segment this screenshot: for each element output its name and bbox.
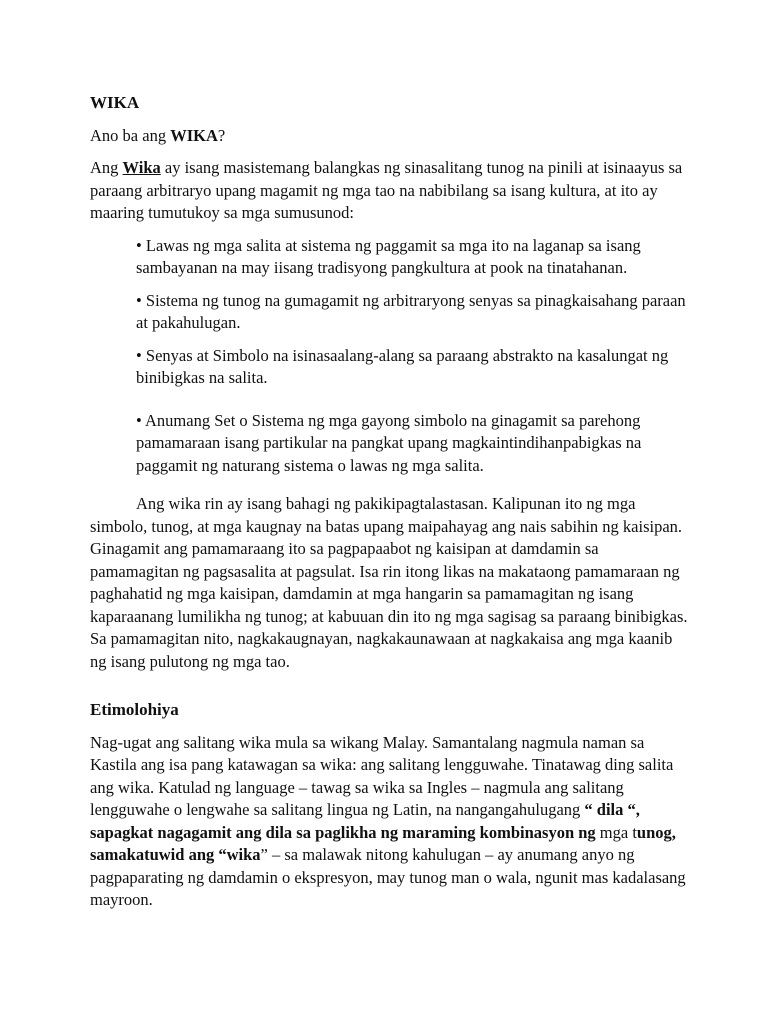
question-suffix: ?	[217, 125, 226, 145]
document-content	[90, 92, 690, 912]
intro-paragraph	[90, 157, 690, 225]
question-prefix: Ano ba ang	[90, 125, 171, 145]
etym-bold2: unog, samakatuwid ang “wika	[90, 822, 676, 864]
list-item: • Senyas at Simbolo na isinasaalang-alang sa paraang abstrakto na kasalungat ng binibigkas na salita.	[136, 345, 669, 387]
section-heading: Etimolohiya	[90, 700, 179, 719]
intro-rest: ay isang masistemang balangkas ng sinasalitang tunog na pinili at isinaayus sa paraang arbitraryo upang magamit ng mga tao na nabibilang sa isang kultura, at ito ay maaring tumutukoy sa mga sumusunod:	[90, 158, 683, 222]
intro-prefix: Ang	[90, 158, 123, 177]
question-term: WIKA	[170, 125, 218, 145]
intro-term: Wika	[122, 158, 161, 177]
list-item: • Lawas ng mga salita at sistema ng paggamit sa mga ito na laganap sa isang sambayanan na may iisang tradisyong pangkultura at pook na tinatahanan.	[136, 235, 641, 277]
body-paragraph: Ang wika rin ay isang bahagi ng pakikipagtalastasan. Kalipunan ito ng mga simbolo, tunog, at mga kaugnay na batas upang maipahayag ang nais sabihin ng kaisipan. Ginagamit ang pamamaraang ito sa pagpapaabot ng kaisipan at damdamin sa pamamagitan ng pagsasalita at pagsulat. Isa rin itong likas na makataong pamamaraan ng paghahatid ng mga kaisipan, damdamin at mga hangarin sa pamamagitan ng isang kaparaanang lumilikha ng tunog; at kabuuan din ito ng mga sagisag sa paraang binibigkas. Sa pamamagitan nito, nagkakaugnayan, nagkakaunawaan at nagkakaisa ang mga kaanib ng isang pulutong ng mga tao.	[90, 494, 688, 671]
list-item: • Anumang Set o Sistema ng mga gayong simbolo na ginagamit sa parehong pamamaraan isang partikular na pangkat upang magkaintindihanpabigkas na paggamit ng naturang sistema o lawas ng mga salita.	[136, 410, 642, 475]
definition-list	[136, 235, 690, 478]
etym-bold1: “ dila “, sapagkat nagagamit ang dila sa paglikha ng maraming kombinasyon ng	[90, 800, 640, 842]
etymology-paragraph	[90, 732, 690, 912]
document-title: WIKA	[90, 93, 140, 112]
question-line	[90, 125, 690, 148]
list-item: • Sistema ng tunog na gumagamit ng arbitraryong senyas sa pinagkaisahang paraan at pakahulugan.	[136, 290, 686, 332]
etym-part3: ” – sa malawak nitong kahulugan – ay anumang anyo ng pagpaparating ng damdamin o ekspresyon, may tunog man o wala, ngunit mas kadalasang mayroon.	[90, 845, 686, 909]
etym-part2: mga t	[595, 822, 637, 842]
etym-part1: Nag-ugat ang salitang wika mula sa wikang Malay. Samantalang nagmula naman sa Kastila ang isa pang katawagan sa wika: ang salitang lengguwahe. Tinatawag ding salita ang wika. Katulad ng language – tawag sa wika sa Ingles – nagmula ang salitang lengguwahe o lengwahe sa salitang lingua ng Latin, na nangangahulugang	[90, 732, 674, 819]
